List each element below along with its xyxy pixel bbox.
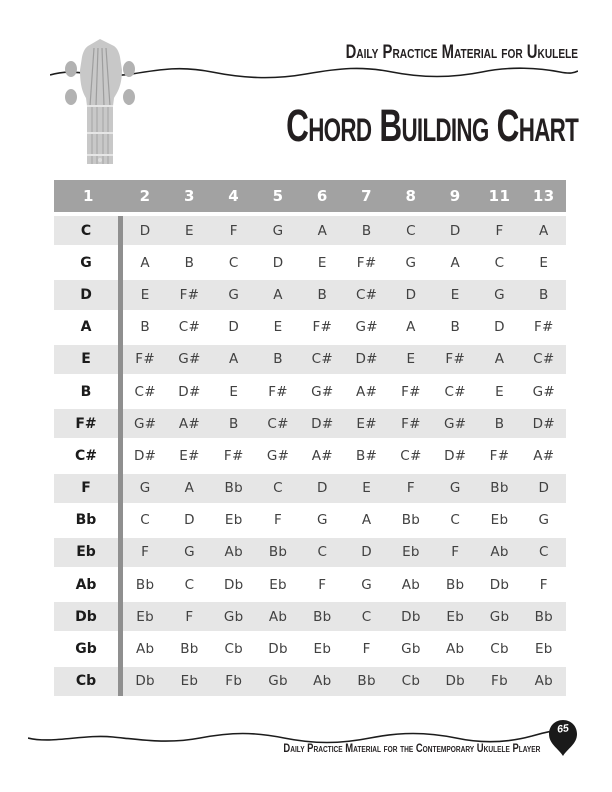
chord-note-cell: E [362,480,372,497]
row-cells [123,609,566,625]
chord-note-cell: D [361,544,372,561]
chord-note-cell: C# [355,286,378,303]
chord-note-cell: Bb [135,576,155,593]
root-note-label: Cb [75,673,97,690]
chord-note-cell: D [184,512,195,529]
chord-note-cell: Eb [402,544,420,561]
chord-note-cell: Bb [446,576,465,593]
chord-note-cell: Gb [401,641,421,658]
row-cells [123,287,566,303]
chord-note-cell: D [449,222,461,239]
chord-note-cell: B# [356,447,378,464]
chord-note-cell: Fb [491,673,508,690]
root-note-label: Db [75,608,97,625]
chord-note-cell: A [273,286,283,303]
chord-note-cell: F [539,576,548,593]
chord-note-cell: Fb [225,673,243,690]
chord-note-cell: E [406,351,416,368]
page-number: 65 [556,722,570,736]
chord-note-cell: G [316,512,328,529]
chord-note-cell: Db [401,608,421,625]
root-note-label: Gb [75,641,97,658]
root-note-label: C [80,222,92,239]
chord-note-cell: G [228,286,240,303]
chord-note-cell: G [361,576,373,593]
table-body [54,216,566,699]
chord-note-cell: F [451,544,460,561]
page-title: Chord Building Chart [286,100,578,151]
chord-note-cell: B [140,319,150,336]
table-row [54,280,566,312]
scale-degree-column-header: 6 [316,187,328,205]
chord-note-cell: F [318,576,327,593]
chord-note-cell: Bb [534,608,554,625]
table-header-row [54,180,566,212]
chord-note-cell: B [494,415,505,432]
chord-note-cell: C [184,576,195,593]
chord-note-cell: Db [445,673,466,690]
chord-note-cell: D [272,254,284,271]
chord-note-cell: Eb [446,608,465,625]
chord-note-cell: Db [268,641,288,658]
chord-note-cell: Eb [180,673,199,690]
chord-note-cell: Ab [401,576,421,593]
chord-note-cell: Ab [534,673,554,690]
chord-note-cell: D# [444,447,467,464]
scale-degree-column-header: 13 [532,187,555,205]
chord-note-cell: A [406,319,416,336]
table-row [54,667,566,699]
chord-note-cell: C [538,544,549,561]
chord-note-cell: Cb [490,641,509,658]
root-note-label: F# [75,415,97,432]
chord-note-cell: D [405,286,417,303]
chord-note-cell: G# [444,415,467,432]
chord-note-cell: C [450,512,461,529]
chord-note-cell: E [450,286,460,303]
chord-note-cell: E [539,254,549,271]
chord-note-cell: Db [135,673,155,690]
chord-note-cell: G [139,480,151,497]
chord-note-cell: Eb [224,512,243,529]
table-row [54,313,566,345]
chord-note-cell: C [140,512,151,529]
ukulele-headstock-illustration [56,36,146,166]
chord-note-cell: F# [179,286,200,303]
chord-note-cell: Bb [490,480,509,497]
chord-note-cell: A# [311,447,333,464]
chord-note-cell: E [140,286,150,303]
table-row [54,216,566,248]
chord-note-cell: Ab [224,544,243,561]
chord-note-cell: B [317,286,328,303]
chord-note-cell: F# [445,351,466,368]
scale-degree-column-header: 11 [488,187,511,205]
chord-note-cell: D# [311,415,334,432]
chord-note-cell: G# [266,447,290,464]
chord-note-cell: F [495,222,504,239]
chord-note-cell: G [449,480,461,497]
chord-note-cell: E [317,254,327,271]
chord-note-cell: Eb [313,641,332,658]
root-note-label: D [80,286,92,303]
chord-note-cell: C# [444,383,466,400]
row-cells [123,544,566,560]
chord-note-cell: F# [401,383,421,400]
row-cells [123,416,566,432]
chord-note-cell: E# [356,415,377,432]
chord-note-cell: C# [400,447,422,464]
chord-building-table [54,180,566,699]
table-row [54,248,566,280]
chord-note-cell: G [272,222,284,239]
running-head: Daily Practice Material for Ukulele [345,42,578,63]
chord-note-cell: Ab [135,641,155,658]
chord-note-cell: Ab [268,608,288,625]
root-note-label: A [80,319,92,336]
chord-note-cell: D# [178,383,201,400]
chord-note-cell: F [406,480,415,497]
chord-note-cell: D [538,480,550,497]
chord-note-cell: Ab [446,641,465,658]
chord-note-cell: Bb [357,673,376,690]
chord-note-cell: D [139,222,151,239]
chord-note-cell: E [273,319,283,336]
chord-note-cell: Bb [268,544,288,561]
root-note-label: Eb [76,544,96,561]
chord-note-cell: Bb [224,480,243,497]
chord-note-cell: C [361,608,372,625]
chord-note-cell: F# [489,447,510,464]
row-cells [123,384,566,400]
row-cells [123,351,566,367]
row-cells [123,641,566,657]
chord-note-cell: Gb [489,608,510,625]
chord-note-cell: A [140,254,150,271]
chord-note-cell: F# [401,415,421,432]
chord-note-cell: D [228,319,240,336]
chord-note-cell: G# [311,383,334,400]
chord-note-cell: Db [489,576,510,593]
chord-note-cell: E [495,383,504,400]
chord-note-cell: E [185,222,194,239]
chord-note-cell: B [361,222,372,239]
chord-note-cell: B [539,286,549,303]
chord-note-cell: A [361,512,372,529]
chord-note-cell: A [317,222,328,239]
chord-note-cell: C# [134,383,156,400]
chord-note-cell: Eb [269,576,287,593]
row-cells [123,673,566,689]
table-row [54,409,566,441]
chord-note-cell: D# [355,351,378,368]
chord-note-cell: D# [133,447,157,464]
chord-note-cell: F# [356,254,377,271]
chord-note-cell: F# [135,351,155,368]
scale-degree-column-header: 8 [405,187,417,205]
chord-note-cell: F [362,641,371,658]
chord-note-cell: Gb [268,673,288,690]
chord-note-cell: C [228,254,239,271]
chord-note-cell: B [450,319,460,336]
table-row [54,538,566,570]
chord-note-cell: Bb [180,641,199,658]
chord-note-cell: F [274,512,283,529]
chord-note-cell: C# [267,415,289,432]
row-cells [123,319,566,335]
chord-note-cell: A# [356,383,378,400]
chord-note-cell: E# [179,447,200,464]
chord-note-cell: G# [178,351,201,368]
chord-note-cell: C [317,544,328,561]
chord-note-cell: Bb [401,512,421,529]
table-row [54,506,566,538]
chord-note-cell: Gb [223,608,244,625]
chord-note-cell: A [228,351,239,368]
chord-note-cell: D [316,480,328,497]
chord-note-cell: Cb [224,641,244,658]
chord-note-cell: Cb [401,673,421,690]
chord-note-cell: F [229,222,238,239]
chord-note-cell: C# [311,351,333,368]
chord-note-cell: F [141,544,150,561]
chord-note-cell: G# [532,383,555,400]
chord-note-cell: A [450,254,460,271]
chord-note-cell: E [229,383,239,400]
chord-note-cell: B [228,415,239,432]
chord-note-cell: G [538,512,550,529]
row-cells [123,448,566,464]
chord-note-cell: F# [312,319,333,336]
vertical-divider-bar [118,216,123,696]
chord-note-cell: C [273,480,283,497]
chord-note-cell: Ab [313,673,332,690]
row-cells [123,577,566,593]
row-cells [123,255,566,271]
chord-note-cell: Eb [490,512,509,529]
chord-note-cell: C# [178,319,201,336]
root-note-label: B [80,383,92,400]
chord-note-cell: B [273,351,283,368]
chord-note-cell: F# [533,319,554,336]
chord-note-cell: G [494,286,505,303]
chord-note-cell: D [494,319,505,336]
row-cells [123,512,566,528]
scale-degree-column-header: 4 [228,187,240,205]
chord-note-cell: A# [178,415,201,432]
chord-note-cell: G# [133,415,157,432]
root-note-label: C# [74,447,97,464]
table-row [54,377,566,409]
chord-note-cell: G [405,254,417,271]
root-note-label: F [81,480,91,497]
root-note-label: E [81,351,91,368]
scale-degree-column-header: 3 [183,187,195,205]
chord-note-cell: B [184,254,195,271]
table-row [54,570,566,602]
scale-degree-column-header: 9 [449,187,461,205]
chord-note-cell: G# [355,319,378,336]
row-cells [123,223,566,239]
scale-degree-column-header: 1 [83,187,94,205]
chord-note-cell: C [406,222,416,239]
chord-note-cell: A# [533,447,555,464]
chord-note-cell: Bb [313,608,332,625]
chord-note-cell: G [184,544,195,561]
root-note-label: G [80,254,92,271]
table-row [54,602,566,634]
chord-note-cell: F# [268,383,288,400]
scale-degree-column-header: 7 [361,187,373,205]
running-foot: Daily Practice Material for the Contemporary Ukulele Player [283,743,540,755]
chord-note-cell: C [494,254,505,271]
table-row [54,345,566,377]
chord-note-cell: C# [533,351,555,368]
table-row [54,474,566,506]
chord-note-cell: Eb [136,608,154,625]
scale-degree-column-header: 5 [272,187,284,205]
chord-note-cell: D# [532,415,555,432]
chord-note-cell: F [185,608,194,625]
row-cells [123,480,566,496]
scale-degree-column-header: 2 [139,187,151,205]
table-row [54,634,566,666]
root-note-label: Bb [75,512,97,529]
chord-note-cell: A [539,222,549,239]
table-row [54,441,566,473]
chord-note-cell: Ab [490,544,509,561]
chord-note-cell: Eb [534,641,553,658]
chord-note-cell: A [184,480,195,497]
chord-note-cell: A [494,351,505,368]
chord-note-cell: F# [223,447,244,464]
chord-note-cell: Db [223,576,244,593]
root-note-label: Ab [75,576,97,593]
